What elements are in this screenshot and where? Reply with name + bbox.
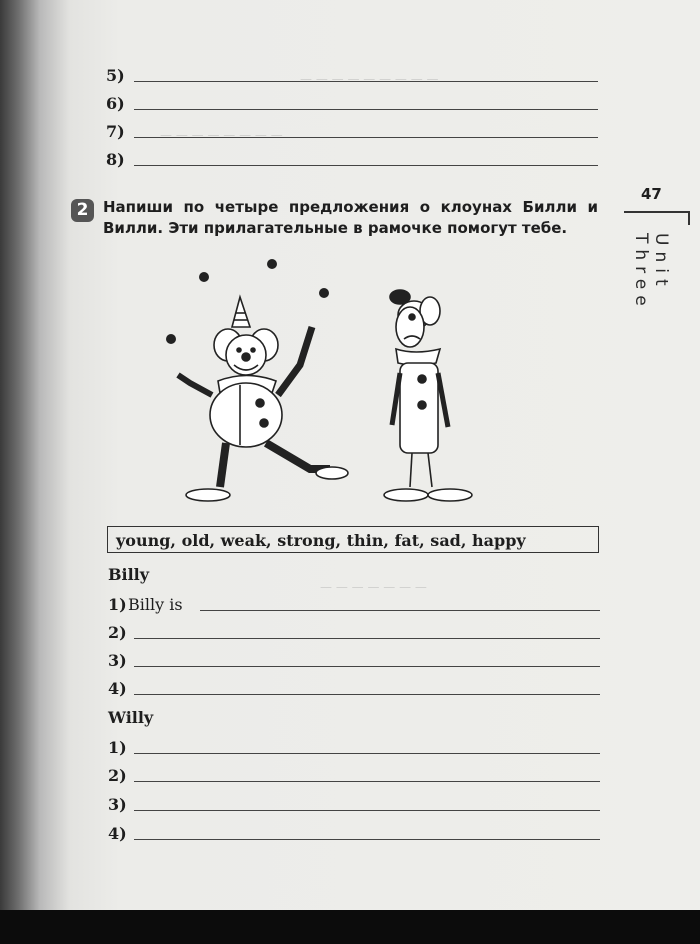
page-number: 47	[641, 185, 662, 203]
scan-edge	[0, 910, 700, 944]
sentence-prefix: Billy is	[128, 595, 183, 614]
answer-line-8[interactable]	[0, 150, 700, 174]
answer-line-7[interactable]	[0, 122, 700, 146]
bleed-through-text: — — — — — — — — —	[300, 72, 439, 86]
writing-line	[134, 109, 598, 110]
writing-line	[134, 666, 600, 667]
billy-sentence-1[interactable]	[0, 595, 700, 619]
item-number: 4)	[108, 679, 127, 698]
willy-sentence-1[interactable]	[0, 738, 700, 762]
willy-sentence-3[interactable]	[0, 795, 700, 819]
item-number: 3)	[108, 795, 127, 814]
item-number: 1)	[108, 738, 127, 757]
writing-line	[134, 839, 600, 840]
exercise-instruction: Напиши по четыре предложения о клоунах Билли и Вилли. Эти прилагательные в рамочке помогут тебе.	[103, 198, 598, 237]
writing-line	[134, 638, 600, 639]
bleed-through-text: — — — — — — —	[320, 580, 427, 594]
juggling-ball-icon	[166, 334, 176, 344]
writing-line	[134, 165, 598, 166]
juggling-ball-icon	[199, 272, 209, 282]
item-number: 4)	[108, 824, 127, 843]
writing-line	[134, 81, 598, 82]
billy-heading: Billy	[108, 565, 150, 584]
item-number: 1)	[108, 595, 127, 614]
writing-line	[134, 694, 600, 695]
willy-heading: Willy	[108, 708, 154, 727]
exercise-number-badge: 2	[71, 199, 94, 222]
billy-sentence-3[interactable]	[0, 651, 700, 675]
willy-sentence-2[interactable]	[0, 766, 700, 790]
item-number: 2)	[108, 623, 127, 642]
billy-clown-icon	[178, 297, 348, 501]
willy-sentence-4[interactable]	[0, 824, 700, 848]
writing-line	[134, 753, 600, 754]
item-number: 6)	[106, 94, 125, 113]
answer-line-6[interactable]	[0, 94, 700, 118]
writing-line	[134, 137, 598, 138]
item-number: 8)	[106, 150, 125, 169]
clowns-illustration	[160, 255, 510, 510]
item-number: 7)	[106, 122, 125, 141]
billy-sentence-4[interactable]	[0, 679, 700, 703]
item-number: 3)	[108, 651, 127, 670]
bleed-through-text: — — — — — — — —	[160, 128, 283, 142]
adjectives-box: young, old, weak, strong, thin, fat, sad, happy	[107, 526, 599, 553]
unit-label: Unit Three	[631, 233, 671, 312]
unit-divider-tick	[688, 211, 690, 225]
unit-divider	[624, 211, 690, 213]
answer-line-5[interactable]	[0, 66, 700, 90]
item-number: 2)	[108, 766, 127, 785]
juggling-ball-icon	[319, 288, 329, 298]
writing-line	[134, 810, 600, 811]
item-number: 5)	[106, 66, 125, 85]
writing-line	[134, 781, 600, 782]
writing-line	[200, 610, 600, 611]
billy-sentence-2[interactable]	[0, 623, 700, 647]
willy-clown-icon	[384, 290, 472, 501]
juggling-ball-icon	[267, 259, 277, 269]
